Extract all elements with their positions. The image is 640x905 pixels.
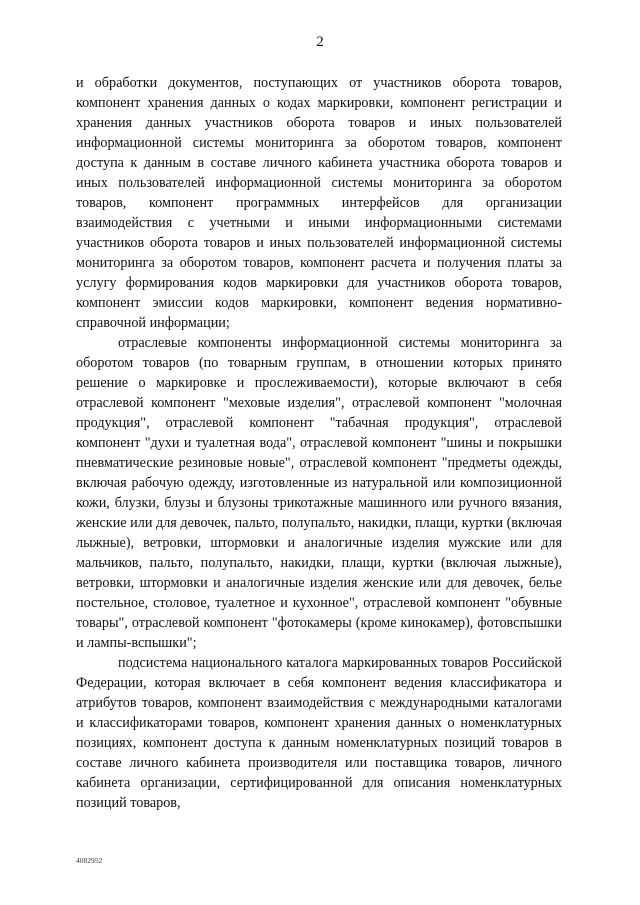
page-number: 2 <box>316 34 324 50</box>
paragraph-continuation: и обработки документов, поступающих от участников оборота товаров, компонент хранения данных о кодах маркировки, компонент регистрации и хранения данных участников оборота товаров и иных пользователей информационной системы мониторинга за оборотом товаров, компонент доступа к данным в составе личного кабинета участника оборота товаров и иных пользователей информационной системы мониторинга за оборотом товаров, компонент программных интерфейсов для организации взаимодействия с учетными и иными информационными системами участников оборота товаров и иных пользователей информационной системы мониторинга за оборотом товаров, компонент расчета и получения платы за услугу формирования кодов маркировки для участников оборота товаров, компонент эмиссии кодов маркировки, компонент ведения нормативно-справочной информации; <box>76 75 562 331</box>
document-id: 4082952 <box>76 856 103 865</box>
document-body <box>76 73 562 813</box>
paragraph-national-catalog: подсистема национального каталога маркированных товаров Российской Федерации, которая включает в себя компонент ведения классификатора и атрибутов товаров, компонент взаимодействия с международными каталогами и классификаторами товаров, компонент хранения данных о номенклатурных позициях, компонент доступа к данным номенклатурных позиций товаров в составе личного кабинета производителя или поставщика товаров, личного кабинета организации, сертифицированной для описания номенклатурных позиций товаров, <box>76 655 562 811</box>
paragraph-industry-components: отраслевые компоненты информационной системы мониторинга за оборотом товаров (по товарным группам, в отношении которых принято решение о маркировке и прослеживаемости), которые включают в себя отраслевой компонент "меховые изделия", отраслевой компонент "молочная продукция", отраслевой компонент "табачная продукция", отраслевой компонент "духи и туалетная вода", отраслевой компонент "шины и покрышки пневматические резиновые новые", отраслевой компонент "предметы одежды, включая рабочую одежду, изготовленные из натуральной или композиционной кожи, блузки, блузы и блузоны трикотажные машинного или ручного вязания, женские или для девочек, пальто, полупальто, накидки, плащи, куртки (включая лыжные), ветровки, штормовки и аналогичные изделия мужские или для мальчиков, пальто, полупальто, накидки, плащи, куртки (включая лыжные), ветровки, штормовки и аналогичные изделия женские или для девочек, белье постельное, столовое, туалетное и кухонное", отраслевой компонент "обувные товары", отраслевой компонент "фотокамеры (кроме кинокамер), фотовспышки и лампы-вспышки"; <box>76 335 562 651</box>
